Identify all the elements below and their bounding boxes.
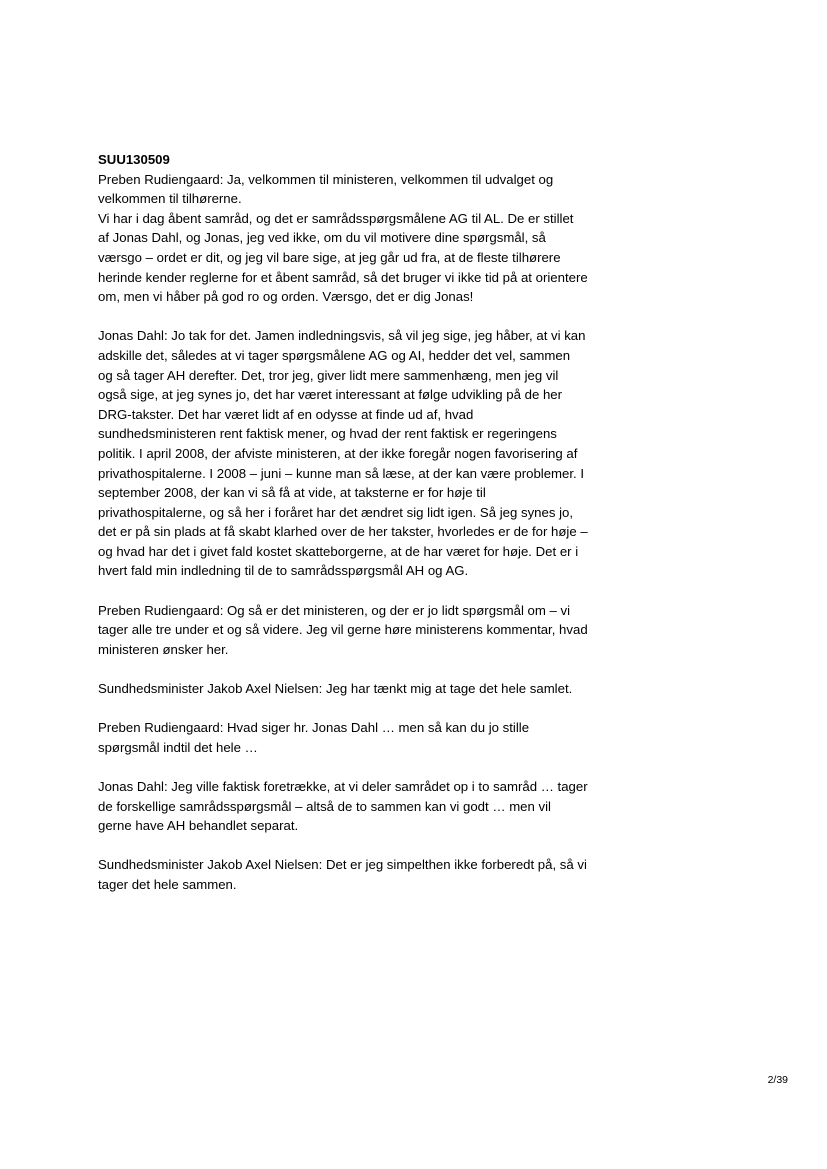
document-body xyxy=(98,150,588,914)
document-id: SUU130509 xyxy=(98,152,170,167)
paragraph-1: Preben Rudiengaard: Ja, velkommen til ministeren, velkommen til udvalget og velkommen til tilhørerne. xyxy=(98,171,554,207)
paragraph-2: Vi har i dag åbent samråd, og det er samrådsspørgsmålene AG til AL. De er stillet af Jonas Dahl, og Jonas, jeg ved ikke, om du vil motivere dine spørgsmål, så værsgo – ordet er dit, og jeg vil bare sige, at jeg går ud fra, at de fleste tilhørere herinde kender reglerne for et åbent samråd, så det bruger vi ikke tid på at orientere om, men vi håber på god ro og orden. Værsgo, det er dig Jonas! xyxy=(98,210,588,305)
page-number: 2/39 xyxy=(767,1074,788,1086)
paragraph-8: Sundhedsminister Jakob Axel Nielsen: Det er jeg simpelthen ikke forberedt på, så vi tager det hele sammen. xyxy=(98,857,587,892)
paragraph-5: Sundhedsminister Jakob Axel Nielsen: Jeg har tænkt mig at tage det hele samlet. xyxy=(98,681,573,697)
paragraph-4: Preben Rudiengaard: Og så er det ministeren, og der er jo lidt spørgsmål om – vi tager alle tre under et og så videre. Jeg vil gerne høre ministerens kommentar, hvad ministeren ønsker her. xyxy=(98,602,588,657)
paragraph-7: Jonas Dahl: Jeg ville faktisk foretrække, at vi deler samrådet op i to samråd … tager de forskellige samrådsspørgsmål – altså de to sammen kan vi godt … men vil gerne have AH behandlet separat. xyxy=(98,779,588,834)
paragraph-3: Jonas Dahl: Jo tak for det. Jamen indledningsvis, så vil jeg sige, jeg håber, at vi kan adskille det, således at vi tager spørgsmålene AG og AI, hedder det vel, sammen og så tager AH derefter. Det, tror jeg, giver lidt mere sammenhæng, men jeg vil også sige, at jeg synes jo, det har været interessant at følge udvikling på de her DRG-takster. Det har været lidt af en odysse at finde ud af, hvad sundhedsministeren rent faktisk mener, og hvad der rent faktisk er regeringens politik. I april 2008, der afviste ministeren, at der ikke foregår nogen favorisering af privathospitalerne. I 2008 – juni – kunne man så læse, at der kan være problemer. I september 2008, der kan vi så få at vide, at taksterne er for høje til privathospitalerne, og så her i foråret har det ændret sig lidt igen. Så jeg synes jo, det er på sin plads at få skabt klarhed over de her takster, hvorledes er de for høje – og hvad har det i givet fald kostet skatteborgerne, at de har været for høje. Det er i hvert fald min indledning til de to samrådsspørgsmål AH og AG. xyxy=(98,328,588,579)
paragraph-6: Preben Rudiengaard: Hvad siger hr. Jonas Dahl … men så kan du jo stille spørgsmål indtil det hele … xyxy=(98,720,530,755)
